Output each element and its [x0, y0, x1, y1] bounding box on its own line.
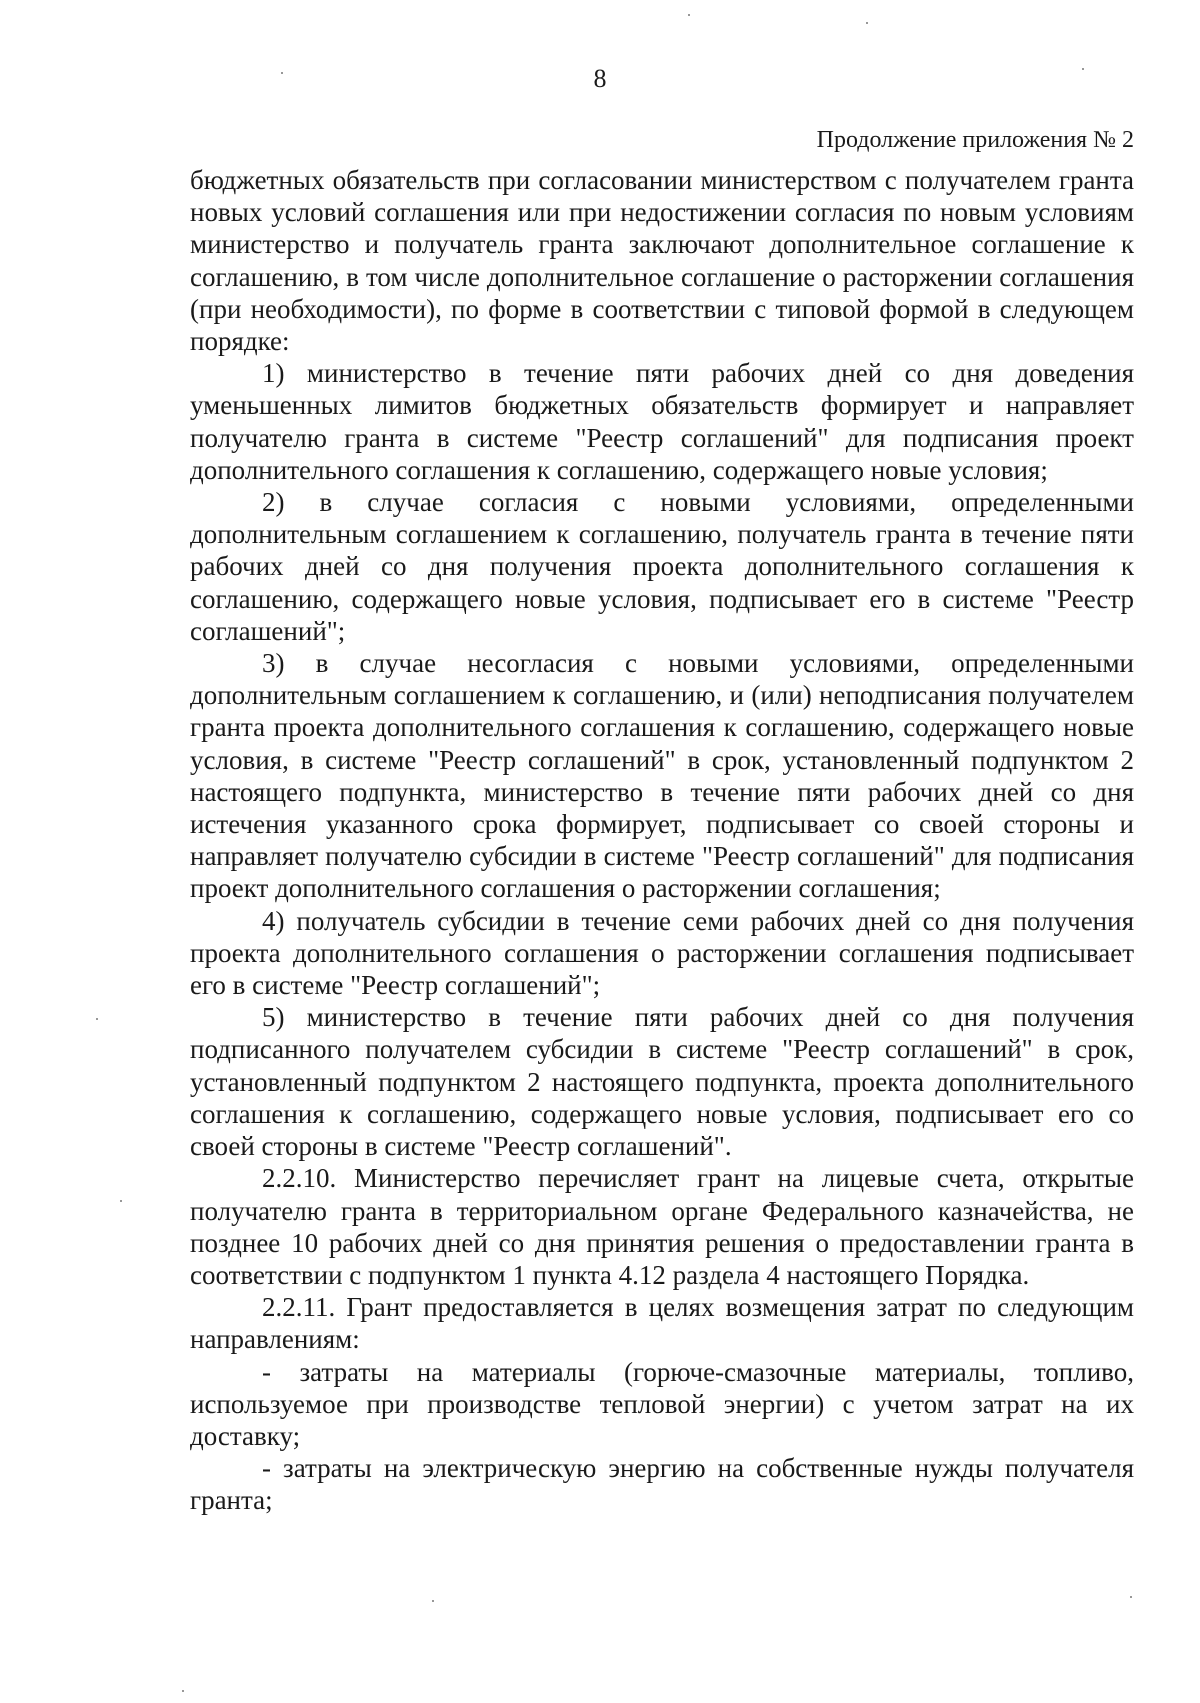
scan-speck: [281, 72, 283, 74]
scan-speck: [866, 22, 868, 24]
paragraph-item-4: 4) получатель субсидии в течение семи рабочих дней со дня получения проекта дополнительного соглашения о расторжении соглашения подписывает его в системе "Реестр соглашений";: [190, 905, 1134, 1001]
scan-speck: [96, 1018, 98, 1020]
paragraph-2-2-10: 2.2.10. Министерство перечисляет грант на лицевые счета, открытые получателю гранта в территориальном органе Федерального казначейства, не позднее 10 рабочих дней со дня принятия решения о предоставлении гранта в соответствии с подпунктом 1 пункта 4.12 раздела 4 настоящего Порядка.: [190, 1163, 1134, 1290]
paragraph-item-1: 1) министерство в течение пяти рабочих дней со дня доведения уменьшенных лимитов бюджетных обязательств формирует и направляет получателю гранта в системе "Реестр соглашений" для подписания проект дополнительного соглашения к соглашению, содержащего новые условия;: [190, 358, 1134, 485]
paragraph-materials-costs: - затраты на материалы (горюче-смазочные материалы, топливо, используемое при производстве тепловой энергии) с учетом затрат на их доставку;: [190, 1356, 1134, 1451]
scan-speck: [182, 1690, 184, 1692]
scan-speck: [1082, 68, 1084, 70]
paragraph-item-2: 2) в случае согласия с новыми условиями, определенными дополнительным соглашением к соглашению, получатель гранта в течение пяти рабочих дней со дня получения проекта дополнительного соглашения к соглашению, содержащего новые условия, подписывает его в системе "Реестр соглашений";: [190, 487, 1134, 646]
paragraph-continuation: бюджетных обязательств при согласовании министерством с получателем гранта новых условий соглашения или при недостижении согласия по новым условиям министерство и получатель гранта заключают дополнительное соглашение к соглашению, в том числе дополнительное соглашение о расторжении соглашения (при необходимости), по форме в соответствии с типовой формой в следующем порядке:: [190, 165, 1134, 357]
paragraph-electricity-costs: - затраты на электрическую энергию на собственные нужды получателя гранта;: [190, 1453, 1134, 1516]
scan-speck: [120, 1200, 122, 1202]
appendix-continuation-note: Продолжение приложения № 2: [816, 127, 1134, 153]
scan-speck: [1130, 1596, 1132, 1598]
paragraph-item-3: 3) в случае несогласия с новыми условиями, определенными дополнительным соглашением к соглашению, и (или) неподписания получателем гранта проекта дополнительного соглашения к соглашению, содержащего новые условия, в системе "Реестр соглашений" в срок, установленный подпунктом 2 настоящего подпункта, министерство в течение пяти рабочих дней со дня истечения указанного срока формирует, подписывает со своей стороны и направляет получателю субсидии в системе "Реестр соглашений" для подписания проект дополнительного соглашения о расторжении соглашения;: [190, 648, 1134, 904]
paragraph-item-5: 5) министерство в течение пяти рабочих дней со дня получения подписанного получателем субсидии в системе "Реестр соглашений" в срок, установленный подпунктом 2 настоящего подпункта, проекта дополнительного соглашения к соглашению, содержащего новые условия, подписывает его со своей стороны в системе "Реестр соглашений".: [190, 1002, 1134, 1162]
scan-speck: [688, 14, 690, 16]
page-number: 8: [593, 64, 607, 93]
document-body: [190, 164, 1134, 1517]
scan-speck: [432, 1600, 434, 1602]
paragraph-2-2-11: 2.2.11. Грант предоставляется в целях возмещения затрат по следующим направлениям:: [190, 1292, 1134, 1355]
